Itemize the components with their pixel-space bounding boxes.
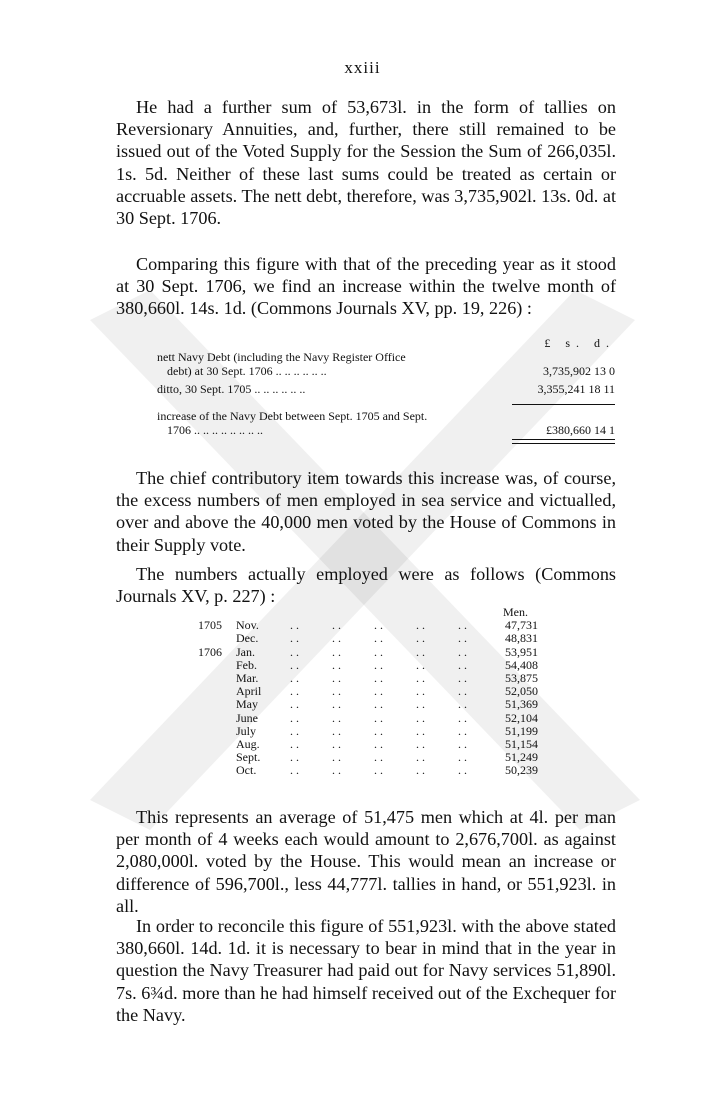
leader-dots: .. .. .. .. ..	[290, 618, 470, 633]
men-table-row	[198, 698, 538, 711]
men-month: April	[236, 684, 262, 699]
debt-amount: 3,735,902 13 0	[543, 364, 615, 378]
paragraph-text: Comparing this figure with that of the preceding year as it stood at 30 Sept. 1706, we find an increase within the twelve month of 380,660l. 14s. 1d. (Commons Journals XV, pp. 19, 226) :	[116, 254, 616, 319]
debt-label: ditto, 30 Sept. 1705 .. .. .. .. .. ..	[157, 382, 306, 396]
debt-row-increase	[157, 409, 615, 437]
men-table-row	[198, 646, 538, 659]
men-count: 50,239	[505, 763, 538, 778]
men-count: 53,875	[505, 670, 538, 685]
men-month: Oct.	[236, 763, 257, 778]
debt-row-1706	[157, 350, 615, 378]
debt-label: nett Navy Debt (including the Navy Register Office	[157, 350, 406, 364]
men-year: 1706	[198, 644, 222, 659]
leader-dots: .. .. .. .. ..	[290, 657, 470, 672]
paragraph-text: In order to reconcile this figure of 551,923l. with the above stated 380,660l. 14d. 1d. it is necessary to bear in mind that in the year in question the Navy Treasurer had paid out for Navy services 51,890l. 7s. 6¾d. more than he had himself received out of the Exchequer for the Navy.	[116, 916, 616, 1025]
men-count: 51,249	[505, 750, 538, 765]
paragraph-numbers	[116, 563, 616, 607]
leader-dots: .. .. .. .. ..	[290, 736, 470, 751]
men-month: June	[236, 710, 258, 725]
page-number: xxiii	[344, 58, 381, 77]
paragraph-text: He had a further sum of 53,673l. in the form of tallies on Reversionary Annuities, and, further, there still remained to be issued out of the Voted Supply for the Session the Sum of 266,035l. 1s. 5d. Neither of these last sums could be treated as certain or accruable assets. The nett debt, therefore, was 3,735,902l. 13s. 0d. at 30 Sept. 1706.	[116, 97, 616, 229]
leader-dots: .. .. .. .. ..	[290, 750, 470, 765]
debt-label: debt) at 30 Sept. 1706 .. .. .. .. .. ..	[167, 364, 327, 378]
paragraph-average	[116, 806, 616, 917]
men-table-row	[198, 632, 538, 645]
men-count: 51,369	[505, 697, 538, 712]
leader-dots: .. .. .. .. ..	[290, 631, 470, 646]
men-year: 1705	[198, 618, 222, 633]
men-month: Feb.	[236, 657, 257, 672]
total-double-rule	[512, 439, 615, 444]
men-month: Jan.	[236, 644, 255, 659]
men-count: 48,831	[505, 631, 538, 646]
men-count: 47,731	[505, 618, 538, 633]
leader-dots: .. .. .. .. ..	[290, 684, 470, 699]
leader-dots: .. .. .. .. ..	[290, 644, 470, 659]
leader-dots: .. .. .. .. ..	[290, 710, 470, 725]
men-table-row	[198, 764, 538, 777]
sum-rule	[512, 404, 615, 405]
men-month: July	[236, 723, 257, 738]
debt-amount: 3,355,241 18 11	[537, 382, 615, 396]
paragraph-tallies	[116, 96, 616, 229]
paragraph-contributory	[116, 467, 616, 556]
men-table-row	[198, 725, 538, 738]
debt-amount: £380,660 14 1	[546, 423, 615, 437]
men-table-row	[198, 659, 538, 672]
leader-dots: .. .. .. .. ..	[290, 697, 470, 712]
debt-row-1705	[157, 382, 615, 396]
men-month: Mar.	[236, 670, 259, 685]
leader-dots: .. .. .. .. ..	[290, 723, 470, 738]
debt-table	[157, 336, 615, 444]
paragraph-comparison	[116, 253, 616, 320]
men-count: 52,104	[505, 710, 538, 725]
debt-label: increase of the Navy Debt between Sept. 1705 and Sept.	[157, 409, 428, 423]
men-month: Nov.	[236, 618, 259, 633]
debt-label: 1706 .. .. .. .. .. .. .. ..	[167, 423, 263, 437]
men-count: 54,408	[505, 657, 538, 672]
men-month: Aug.	[236, 736, 260, 751]
debt-table-header: £ s. d.	[544, 336, 615, 350]
men-month: Dec.	[236, 631, 259, 646]
paragraph-text: The chief contributory item towards this increase was, of course, the excess numbers of men employed in sea service and victualled, over and above the 40,000 men voted by the House of Commons in their Supply vote.	[116, 468, 616, 555]
men-count: 51,199	[505, 723, 538, 738]
men-count: 52,050	[505, 684, 538, 699]
men-count: 53,951	[505, 644, 538, 659]
leader-dots: .. .. .. .. ..	[290, 670, 470, 685]
men-month: Sept.	[236, 750, 261, 765]
men-count: 51,154	[505, 736, 538, 751]
paragraph-reconcile	[116, 915, 616, 1026]
men-table	[198, 606, 538, 777]
men-header-label: Men.	[503, 605, 528, 619]
leader-dots: .. .. .. .. ..	[290, 763, 470, 778]
paragraph-text: The numbers actually employed were as follows (Commons Journals XV, p. 227) :	[116, 564, 616, 607]
men-month: May	[236, 697, 258, 712]
paragraph-text: This represents an average of 51,475 men which at 4l. per man per month of 4 weeks each would amount to 2,676,700l. as against 2,080,000l. voted by the House. This would mean an increase or difference of 596,700l., less 44,777l. tallies in hand, or 551,923l. in all.	[116, 807, 616, 916]
men-rows	[198, 619, 538, 777]
men-table-row	[198, 712, 538, 725]
